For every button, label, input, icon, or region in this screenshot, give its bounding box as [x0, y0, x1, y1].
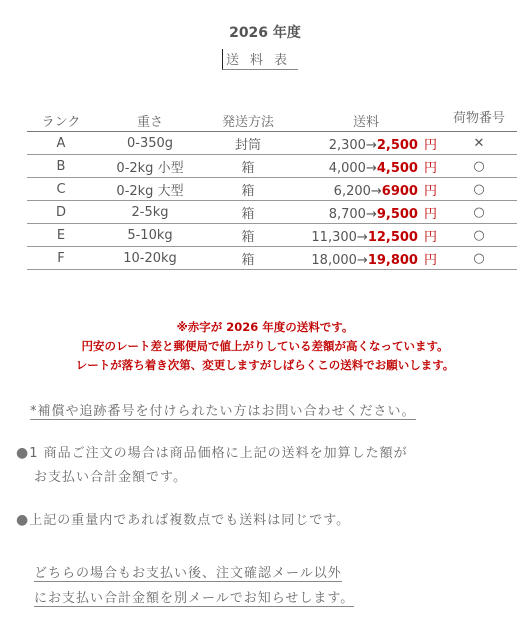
old-price: 4,000 — [328, 160, 366, 176]
tracking-cell: ✕ — [441, 132, 517, 155]
header-rank: ランク — [27, 88, 95, 132]
notice-line-1: ※赤字が 2026 年度の送料です。 — [176, 320, 354, 334]
weight-cell: 5-10kg — [95, 224, 205, 247]
method-cell: 箱 — [205, 155, 291, 178]
price-change-notice — [0, 318, 530, 375]
price-cell — [291, 132, 441, 155]
yen-unit: 円 — [423, 137, 437, 153]
weight-cell: 0-2kg 小型 — [95, 155, 205, 178]
method-cell: 箱 — [205, 247, 291, 270]
shipping-rate-table — [27, 88, 517, 270]
price-cell — [291, 178, 441, 201]
arrow-icon: → — [365, 206, 377, 222]
table-row — [27, 155, 517, 178]
weight-cell: 10-20kg — [95, 247, 205, 270]
tracking-cell: ○ — [441, 224, 517, 247]
price-cell — [291, 224, 441, 247]
old-price: 8,700 — [328, 206, 366, 222]
new-price: 9,500 — [376, 206, 418, 222]
tracking-cell: ○ — [441, 247, 517, 270]
page-title: 2026 年度 — [229, 25, 301, 41]
single-order-note-cont: お支払い合計金額です。 — [34, 470, 187, 485]
header-tracking: 荷物番号 — [441, 88, 517, 132]
old-price: 18,000 — [311, 252, 357, 268]
weight-cell: 0-2kg 大型 — [95, 178, 205, 201]
weight-cell: 0-350g — [95, 132, 205, 155]
rank-cell: D — [27, 201, 95, 224]
old-price: 6,200 — [333, 183, 371, 199]
price-cell — [291, 155, 441, 178]
notice-line-3: レートが落ち着き次第、変更しますがしばらくこの送料でお願いします。 — [75, 358, 455, 372]
rank-cell: B — [27, 155, 95, 178]
tracking-cell: ○ — [441, 155, 517, 178]
header-weight: 重さ — [95, 88, 205, 132]
header-shipping: 送料 — [291, 88, 441, 132]
table-row — [27, 247, 517, 270]
method-cell: 箱 — [205, 178, 291, 201]
table-header-row — [27, 88, 517, 132]
rank-cell: C — [27, 178, 95, 201]
new-price: 4,500 — [376, 160, 418, 176]
table-row — [27, 132, 517, 155]
method-cell: 箱 — [205, 201, 291, 224]
yen-unit: 円 — [423, 229, 437, 245]
method-cell: 箱 — [205, 224, 291, 247]
new-price: 12,500 — [367, 229, 418, 245]
page-subtitle: 送料表 — [222, 49, 298, 70]
arrow-icon: → — [365, 160, 377, 176]
confirmation-note: どちらの場合もお支払い後、注文確認メール以外 — [34, 566, 342, 581]
tracking-inquiry-note: *補償や追跡番号を付けられたい方はお問い合わせください。 — [30, 404, 416, 419]
arrow-icon: → — [356, 229, 368, 245]
multiple-items-note: ●上記の重量内であれば複数点でも送料は同じです。 — [16, 512, 351, 528]
header-method: 発送方法 — [205, 88, 291, 132]
arrow-icon: → — [370, 183, 382, 199]
arrow-icon: → — [365, 137, 377, 153]
rank-cell: F — [27, 247, 95, 270]
table-row — [27, 224, 517, 247]
rank-cell: A — [27, 132, 95, 155]
yen-unit: 円 — [423, 252, 437, 268]
bullet-icon: ● — [16, 445, 30, 461]
yen-unit: 円 — [423, 183, 437, 199]
price-cell — [291, 247, 441, 270]
table-row — [27, 201, 517, 224]
price-cell — [291, 201, 441, 224]
yen-unit: 円 — [423, 160, 437, 176]
weight-cell: 2-5kg — [95, 201, 205, 224]
new-price: 2,500 — [376, 137, 418, 153]
method-cell: 封筒 — [205, 132, 291, 155]
old-price: 11,300 — [311, 229, 357, 245]
new-price: 6900 — [381, 183, 418, 199]
rank-cell: E — [27, 224, 95, 247]
old-price: 2,300 — [328, 137, 366, 153]
single-order-note: ●1 商品ご注文の場合は商品価格に上記の送料を加算した額が — [16, 445, 408, 461]
tracking-cell: ○ — [441, 201, 517, 224]
arrow-icon: → — [356, 252, 368, 268]
notice-line-2: 円安のレート差と郵便局で値上がりしている差額が高くなっています。 — [81, 339, 449, 353]
yen-unit: 円 — [423, 206, 437, 222]
confirmation-note-cont: にお支払い合計金額を別メールでお知らせします。 — [34, 591, 355, 606]
table-row — [27, 178, 517, 201]
tracking-cell: ○ — [441, 178, 517, 201]
bullet-icon: ● — [16, 512, 30, 528]
new-price: 19,800 — [367, 252, 418, 268]
